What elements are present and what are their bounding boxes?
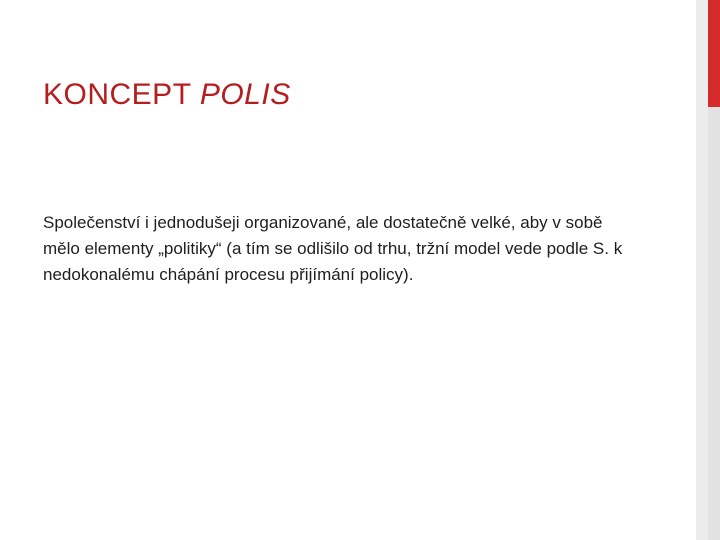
title-italic: POLIS xyxy=(199,78,291,111)
side-rail xyxy=(708,107,720,540)
slide-title xyxy=(43,76,291,114)
right-side-bar xyxy=(696,0,720,540)
body-paragraph: Společenství i jednodušeji organizované, ale dostatečně velké, aby v sobě mělo elementy „politiky“ (a tím se odlišilo od trhu, tržní model vede podle S. k nedokonalému chápání procesu přijímání policy). xyxy=(43,213,623,284)
title-main: KONCEPT xyxy=(43,78,191,111)
accent-bar xyxy=(708,0,720,107)
